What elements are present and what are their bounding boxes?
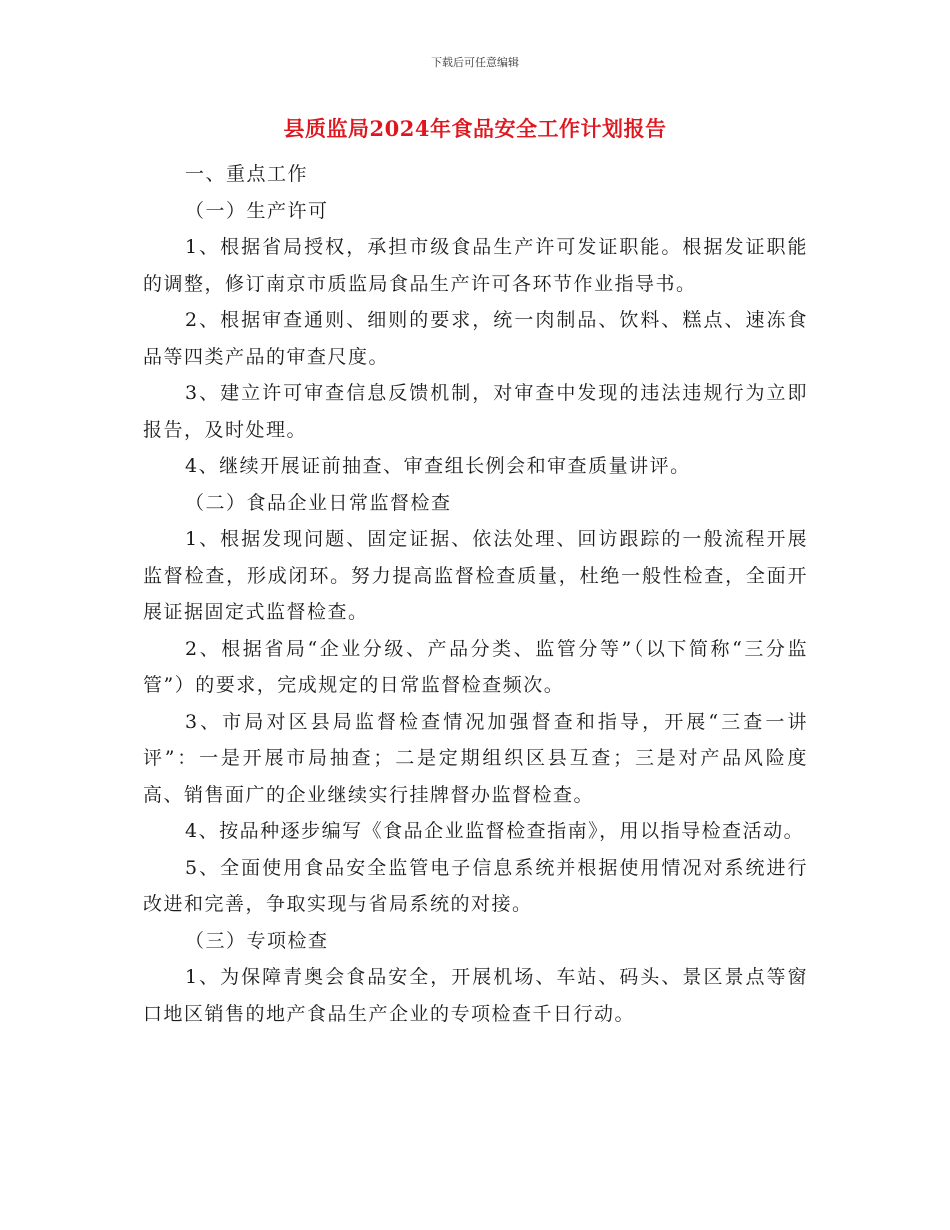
paragraph: 2、根据省局“企业分级、产品分类、监管分等”（以下简称“三分监管”）的要求，完成规定的日常监督检查频次。 bbox=[143, 637, 808, 696]
paragraph: 5、全面使用食品安全监管电子信息系统并根据使用情况对系统进行改进和完善，争取实现与省局系统的对接。 bbox=[143, 856, 808, 915]
document-title: 县质监局2024年食品安全工作计划报告 bbox=[283, 116, 667, 141]
paragraph: 4、继续开展证前抽查、审查组长例会和审查质量讲评。 bbox=[185, 455, 691, 477]
paragraph: 1、根据发现问题、固定证据、依法处理、回访跟踪的一般流程开展监督检查，形成闭环。努力提高监督检查质量，杜绝一般性检查，全面开展证据固定式监督检查。 bbox=[143, 528, 808, 623]
subheading-daily-supervision: （二）食品企业日常监督检查 bbox=[185, 491, 452, 514]
subheading-production-license: （一）生产许可 bbox=[185, 199, 329, 222]
paragraph: 3、市局对区县局监督检查情况加强督查和指导，开展“三查一讲评”：一是开展市局抽查；二是定期组织区县互查；三是对产品风险度高、销售面广的企业继续实行挂牌督办监督检查。 bbox=[143, 710, 808, 806]
subheading-special-inspection: （三）专项检查 bbox=[185, 929, 329, 952]
paragraph: 4、按品种逐步编写《食品企业监督检查指南》，用以指导检查活动。 bbox=[185, 820, 805, 842]
paragraph: 2、根据审查通则、细则的要求，统一肉制品、饮料、糕点、速冻食品等四类产品的审查尺度。 bbox=[143, 309, 808, 368]
paragraph: 1、为保障青奥会食品安全，开展机场、车站、码头、景区景点等窗口地区销售的地产食品生产企业的专项检查千日行动。 bbox=[143, 966, 808, 1025]
header-note: 下载后可任意编辑 bbox=[431, 56, 519, 69]
paragraph: 1、根据省局授权，承担市级食品生产许可发证职能。根据发证职能的调整，修订南京市质监局食品生产许可各环节作业指导书。 bbox=[143, 236, 808, 295]
paragraph: 3、建立许可审查信息反馈机制，对审查中发现的违法违规行为立即报告，及时处理。 bbox=[143, 382, 808, 441]
document-body bbox=[143, 156, 808, 1032]
section-heading-key-work: 一、重点工作 bbox=[185, 163, 309, 185]
